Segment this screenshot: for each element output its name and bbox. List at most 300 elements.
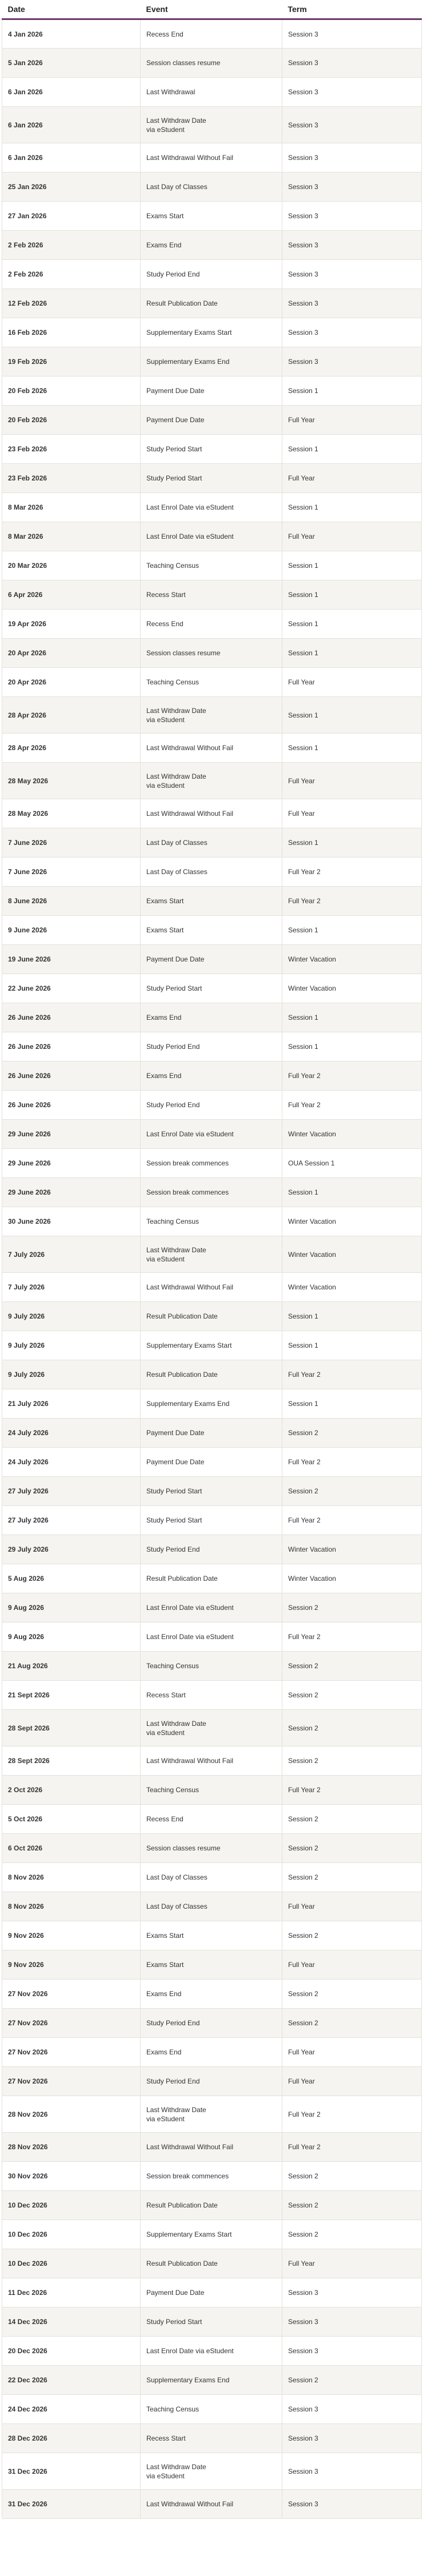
term-cell: Session 2 (282, 1746, 422, 1776)
event-cell (141, 1419, 282, 1448)
event-text-line: Study Period Start (146, 1516, 202, 1524)
date-cell: 21 July 2026 (2, 1389, 141, 1419)
event-cell (141, 1389, 282, 1419)
date-cell: 8 Nov 2026 (2, 1863, 141, 1892)
date-cell: 10 Dec 2026 (2, 2191, 141, 2220)
event-text-line: Exams Start (146, 1961, 184, 1969)
table-row (2, 1805, 422, 1834)
event-cell (141, 1149, 282, 1178)
term-cell: OUA Session 1 (282, 1149, 422, 1178)
table-row (2, 2067, 422, 2096)
event-cell (141, 376, 282, 406)
date-cell: 30 June 2026 (2, 1207, 141, 1236)
term-cell: Session 1 (282, 1389, 422, 1419)
term-cell: Session 3 (282, 107, 422, 143)
date-cell: 8 Mar 2026 (2, 522, 141, 551)
date-cell: 7 June 2026 (2, 858, 141, 887)
table-row (2, 1149, 422, 1178)
event-cell (141, 828, 282, 858)
table-row (2, 1003, 422, 1032)
table-row (2, 2162, 422, 2191)
table-row (2, 49, 422, 78)
date-cell: 19 Feb 2026 (2, 347, 141, 376)
table-row (2, 1681, 422, 1710)
term-cell: Full Year 2 (282, 887, 422, 916)
date-cell: 5 Oct 2026 (2, 1805, 141, 1834)
table-row (2, 1448, 422, 1477)
term-cell: Session 1 (282, 551, 422, 580)
event-text-line: Exams End (146, 241, 182, 249)
table-row (2, 610, 422, 639)
date-cell: 9 June 2026 (2, 916, 141, 945)
date-cell: 9 Aug 2026 (2, 1622, 141, 1652)
table-row (2, 289, 422, 318)
table-row (2, 1091, 422, 1120)
event-text-line: Session classes resume (146, 1844, 221, 1852)
date-cell: 20 Feb 2026 (2, 406, 141, 435)
date-cell: 20 Apr 2026 (2, 639, 141, 668)
event-cell (141, 1207, 282, 1236)
event-text-line: via eStudent (146, 2114, 185, 2123)
term-cell: Session 1 (282, 828, 422, 858)
event-text-line: Recess Start (146, 1691, 186, 1699)
term-cell: Session 3 (282, 173, 422, 202)
event-cell (141, 173, 282, 202)
term-cell: Session 3 (282, 2424, 422, 2453)
event-cell (141, 945, 282, 974)
event-text-line: via eStudent (146, 1728, 185, 1737)
term-cell: Session 1 (282, 1178, 422, 1207)
term-cell: Full Year (282, 1892, 422, 1921)
event-cell (141, 639, 282, 668)
date-cell: 27 Nov 2026 (2, 2038, 141, 2067)
table-row (2, 763, 422, 799)
date-cell: 28 Nov 2026 (2, 2096, 141, 2133)
term-cell: Full Year (282, 2249, 422, 2278)
term-cell: Winter Vacation (282, 1273, 422, 1302)
event-text-line: Last Withdrawal Without Fail (146, 2500, 234, 2508)
date-cell: 27 Nov 2026 (2, 2009, 141, 2038)
event-text-line: Study Period Start (146, 2318, 202, 2326)
event-cell (141, 289, 282, 318)
term-cell: Session 3 (282, 2278, 422, 2307)
event-cell (141, 1448, 282, 1477)
term-cell: Session 2 (282, 2162, 422, 2191)
term-cell: Full Year (282, 406, 422, 435)
table-header (2, 0, 422, 19)
event-cell (141, 347, 282, 376)
event-cell (141, 435, 282, 464)
table-row (2, 1302, 422, 1331)
event-cell (141, 1003, 282, 1032)
term-cell: Winter Vacation (282, 1207, 422, 1236)
event-text-line: Last Withdrawal Without Fail (146, 2143, 234, 2151)
table-row (2, 2191, 422, 2220)
event-cell (141, 1652, 282, 1681)
term-cell: Session 2 (282, 2009, 422, 2038)
table-row (2, 1622, 422, 1652)
event-text-line: Result Publication Date (146, 2259, 218, 2267)
date-cell: 11 Dec 2026 (2, 2278, 141, 2307)
event-text-line: via eStudent (146, 125, 185, 134)
date-cell: 28 Nov 2026 (2, 2133, 141, 2162)
date-cell: 28 Apr 2026 (2, 697, 141, 734)
event-text-line: Exams End (146, 1013, 182, 1021)
event-text-line: Recess Start (146, 591, 186, 599)
term-cell: Session 2 (282, 1710, 422, 1746)
event-cell (141, 49, 282, 78)
term-cell: Full Year (282, 668, 422, 697)
term-cell: Winter Vacation (282, 1564, 422, 1593)
table-row (2, 1892, 422, 1921)
event-text-line: Last Day of Classes (146, 1873, 207, 1881)
event-text-line: Study Period End (146, 1101, 200, 1109)
table-row (2, 1207, 422, 1236)
table-row (2, 974, 422, 1003)
term-cell: Session 2 (282, 1863, 422, 1892)
date-cell: 27 Nov 2026 (2, 1980, 141, 2009)
term-cell: Full Year (282, 464, 422, 493)
term-cell: Full Year 2 (282, 1061, 422, 1091)
table-row (2, 580, 422, 610)
term-cell: Full Year 2 (282, 2096, 422, 2133)
term-cell: Winter Vacation (282, 1535, 422, 1564)
event-cell (141, 1863, 282, 1892)
event-cell (141, 1273, 282, 1302)
event-cell (141, 1331, 282, 1360)
date-cell: 23 Feb 2026 (2, 464, 141, 493)
table-row (2, 1834, 422, 1863)
event-text-line: Session break commences (146, 1188, 229, 1196)
event-text-line: Last Withdraw Date (146, 1719, 206, 1728)
event-cell (141, 1834, 282, 1863)
table-row (2, 1032, 422, 1061)
term-cell: Full Year 2 (282, 2133, 422, 2162)
event-text-line: Last Withdrawal Without Fail (146, 1283, 234, 1291)
event-text-line: Last Withdraw Date (146, 772, 206, 780)
event-text-line: Exams Start (146, 212, 184, 220)
term-cell: Session 1 (282, 1003, 422, 1032)
term-cell: Session 3 (282, 202, 422, 231)
table-row (2, 78, 422, 107)
event-cell (141, 464, 282, 493)
event-text-line: Supplementary Exams End (146, 1400, 230, 1408)
table-row (2, 2337, 422, 2366)
term-cell: Session 1 (282, 376, 422, 406)
event-text-line: Teaching Census (146, 1662, 199, 1670)
date-cell: 7 July 2026 (2, 1236, 141, 1273)
event-cell (141, 260, 282, 289)
event-text-line: Study Period End (146, 1043, 200, 1051)
term-cell: Session 3 (282, 260, 422, 289)
event-text-line: Recess End (146, 1815, 183, 1823)
term-cell: Full Year (282, 522, 422, 551)
table-row (2, 1652, 422, 1681)
date-cell: 16 Feb 2026 (2, 318, 141, 347)
table-row (2, 19, 422, 49)
event-text-line: Study Period Start (146, 1487, 202, 1495)
table-row (2, 2220, 422, 2249)
event-cell (141, 2133, 282, 2162)
event-cell (141, 522, 282, 551)
date-cell: 5 Aug 2026 (2, 1564, 141, 1593)
table-row (2, 828, 422, 858)
date-cell: 28 May 2026 (2, 763, 141, 799)
date-cell: 6 Jan 2026 (2, 143, 141, 173)
event-text-line: Last Withdrawal Without Fail (146, 1757, 234, 1765)
date-cell: 27 Nov 2026 (2, 2067, 141, 2096)
term-cell: Winter Vacation (282, 945, 422, 974)
table-body (2, 19, 422, 2519)
event-cell (141, 202, 282, 231)
event-cell (141, 1746, 282, 1776)
key-dates-table (2, 0, 422, 2519)
event-text-line: Payment Due Date (146, 1429, 205, 1437)
event-text-line: Exams End (146, 2048, 182, 2056)
date-cell: 20 Feb 2026 (2, 376, 141, 406)
event-text-line: Result Publication Date (146, 2201, 218, 2209)
date-cell: 20 Apr 2026 (2, 668, 141, 697)
table-row (2, 799, 422, 828)
date-cell: 9 July 2026 (2, 1302, 141, 1331)
date-cell: 6 Jan 2026 (2, 107, 141, 143)
term-cell: Session 2 (282, 1834, 422, 1863)
event-cell (141, 1302, 282, 1331)
date-cell: 23 Feb 2026 (2, 435, 141, 464)
date-cell: 24 July 2026 (2, 1448, 141, 1477)
event-text-line: Session classes resume (146, 59, 221, 67)
event-text-line: Payment Due Date (146, 387, 205, 395)
date-cell: 2 Oct 2026 (2, 1776, 141, 1805)
event-cell (141, 1776, 282, 1805)
date-cell: 24 Dec 2026 (2, 2395, 141, 2424)
event-text-line: Teaching Census (146, 1786, 199, 1794)
event-cell (141, 1593, 282, 1622)
term-cell: Session 2 (282, 2191, 422, 2220)
term-cell: Full Year 2 (282, 1448, 422, 1477)
table-row (2, 697, 422, 734)
table-row (2, 464, 422, 493)
event-text-line: Teaching Census (146, 1217, 199, 1225)
date-cell: 9 Aug 2026 (2, 1593, 141, 1622)
event-cell (141, 107, 282, 143)
term-cell: Full Year (282, 799, 422, 828)
date-cell: 9 July 2026 (2, 1331, 141, 1360)
event-text-line: Teaching Census (146, 2405, 199, 2413)
table-row (2, 2307, 422, 2337)
term-cell: Session 1 (282, 1032, 422, 1061)
date-cell: 8 Mar 2026 (2, 493, 141, 522)
event-text-line: Last Enrol Date via eStudent (146, 1130, 234, 1138)
term-cell: Full Year 2 (282, 1622, 422, 1652)
term-cell: Session 2 (282, 1805, 422, 1834)
event-cell (141, 2096, 282, 2133)
table-row (2, 406, 422, 435)
term-cell: Session 1 (282, 610, 422, 639)
table-row (2, 318, 422, 347)
term-cell: Session 1 (282, 916, 422, 945)
table-row (2, 2453, 422, 2490)
term-cell: Session 1 (282, 580, 422, 610)
date-cell: 28 Apr 2026 (2, 734, 141, 763)
event-text-line: Payment Due Date (146, 2289, 205, 2297)
column-header-date: Date (2, 0, 141, 19)
date-cell: 26 June 2026 (2, 1032, 141, 1061)
term-cell: Full Year 2 (282, 1360, 422, 1389)
table-row (2, 2366, 422, 2395)
column-header-event: Event (141, 0, 282, 19)
term-cell: Session 1 (282, 1302, 422, 1331)
date-cell: 2 Feb 2026 (2, 260, 141, 289)
date-cell: 29 July 2026 (2, 1535, 141, 1564)
table-row (2, 2009, 422, 2038)
event-text-line: Supplementary Exams Start (146, 1341, 232, 1349)
event-text-line: Study Period End (146, 1545, 200, 1553)
date-cell: 25 Jan 2026 (2, 173, 141, 202)
event-cell (141, 2038, 282, 2067)
event-text-line: Last Day of Classes (146, 1902, 207, 1910)
event-text-line: Supplementary Exams Start (146, 328, 232, 336)
event-text-line: Exams Start (146, 897, 184, 905)
date-cell: 29 June 2026 (2, 1149, 141, 1178)
event-text-line: Study Period Start (146, 445, 202, 453)
event-cell (141, 231, 282, 260)
event-cell (141, 2249, 282, 2278)
date-cell: 29 June 2026 (2, 1178, 141, 1207)
table-row (2, 522, 422, 551)
date-cell: 10 Dec 2026 (2, 2249, 141, 2278)
table-row (2, 916, 422, 945)
event-text-line: via eStudent (146, 781, 185, 790)
event-text-line: Last Withdraw Date (146, 116, 206, 125)
term-cell: Full Year (282, 1950, 422, 1980)
term-cell: Full Year 2 (282, 1091, 422, 1120)
term-cell: Session 1 (282, 734, 422, 763)
event-cell (141, 2278, 282, 2307)
event-cell (141, 1710, 282, 1746)
table-row (2, 1360, 422, 1389)
event-text-line: Exams Start (146, 926, 184, 934)
term-cell: Winter Vacation (282, 1236, 422, 1273)
date-cell: 24 July 2026 (2, 1419, 141, 1448)
event-cell (141, 1805, 282, 1834)
event-cell (141, 1622, 282, 1652)
table-row (2, 173, 422, 202)
event-cell (141, 2220, 282, 2249)
table-row (2, 435, 422, 464)
event-cell (141, 2067, 282, 2096)
term-cell: Session 3 (282, 2453, 422, 2490)
event-text-line: Last Enrol Date via eStudent (146, 2347, 234, 2355)
event-cell (141, 78, 282, 107)
table-row (2, 493, 422, 522)
event-cell (141, 1892, 282, 1921)
event-cell (141, 799, 282, 828)
table-row (2, 2249, 422, 2278)
date-cell: 31 Dec 2026 (2, 2453, 141, 2490)
event-text-line: Last Enrol Date via eStudent (146, 1633, 234, 1641)
event-text-line: Supplementary Exams End (146, 358, 230, 366)
date-cell: 26 June 2026 (2, 1061, 141, 1091)
event-cell (141, 1477, 282, 1506)
term-cell: Session 1 (282, 697, 422, 734)
term-cell: Session 1 (282, 1331, 422, 1360)
event-cell (141, 734, 282, 763)
event-cell (141, 2162, 282, 2191)
table-row (2, 2424, 422, 2453)
table-row (2, 2038, 422, 2067)
table-row (2, 1061, 422, 1091)
event-cell (141, 2009, 282, 2038)
date-cell: 20 Mar 2026 (2, 551, 141, 580)
event-text-line: Last Withdrawal Without Fail (146, 154, 234, 162)
event-cell (141, 2395, 282, 2424)
date-cell: 28 Dec 2026 (2, 2424, 141, 2453)
date-cell: 28 Sept 2026 (2, 1746, 141, 1776)
table-row (2, 1980, 422, 2009)
term-cell: Session 3 (282, 231, 422, 260)
event-cell (141, 19, 282, 49)
event-cell (141, 406, 282, 435)
event-text-line: Exams Start (146, 1932, 184, 1940)
event-text-line: Last Withdraw Date (146, 2462, 206, 2471)
event-cell (141, 1120, 282, 1149)
table-row (2, 1389, 422, 1419)
event-text-line: Last Withdraw Date (146, 706, 206, 715)
event-text-line: Last Day of Classes (146, 868, 207, 876)
event-cell (141, 916, 282, 945)
event-text-line: Last Day of Classes (146, 183, 207, 191)
event-cell (141, 2307, 282, 2337)
term-cell: Session 2 (282, 1980, 422, 2009)
event-text-line: Payment Due Date (146, 1458, 205, 1466)
event-cell (141, 2337, 282, 2366)
event-text-line: Recess End (146, 30, 183, 38)
table-row (2, 347, 422, 376)
event-text-line: Supplementary Exams End (146, 2376, 230, 2384)
term-cell: Full Year 2 (282, 858, 422, 887)
table-row (2, 1776, 422, 1805)
event-text-line: Study Period Start (146, 474, 202, 482)
event-cell (141, 1950, 282, 1980)
table-row (2, 143, 422, 173)
event-cell (141, 610, 282, 639)
date-cell: 22 June 2026 (2, 974, 141, 1003)
term-cell: Session 3 (282, 78, 422, 107)
date-cell: 4 Jan 2026 (2, 19, 141, 49)
date-cell: 7 July 2026 (2, 1273, 141, 1302)
event-cell (141, 668, 282, 697)
term-cell: Session 1 (282, 639, 422, 668)
date-cell: 6 Jan 2026 (2, 78, 141, 107)
event-text-line: Last Withdrawal Without Fail (146, 744, 234, 752)
term-cell: Full Year (282, 763, 422, 799)
event-cell (141, 763, 282, 799)
date-cell: 30 Nov 2026 (2, 2162, 141, 2191)
event-text-line: Last Withdrawal (146, 88, 195, 96)
event-cell (141, 1032, 282, 1061)
date-cell: 31 Dec 2026 (2, 2490, 141, 2519)
event-text-line: Study Period End (146, 2077, 200, 2085)
table-row (2, 1331, 422, 1360)
event-text-line: Result Publication Date (146, 299, 218, 307)
table-row (2, 1593, 422, 1622)
event-cell (141, 2366, 282, 2395)
event-text-line: Result Publication Date (146, 1312, 218, 1320)
event-text-line: Teaching Census (146, 678, 199, 686)
date-cell: 7 June 2026 (2, 828, 141, 858)
event-cell (141, 974, 282, 1003)
